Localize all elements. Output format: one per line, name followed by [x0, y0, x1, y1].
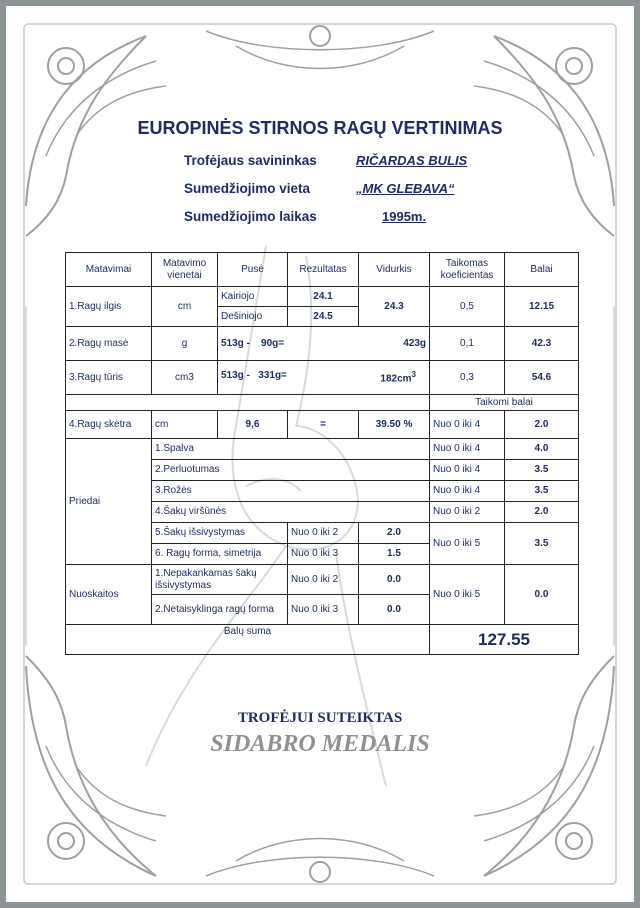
rozes-points: 3.5	[505, 481, 579, 502]
spalva-range: Nuo 0 iki 4	[430, 439, 505, 460]
nuoskaitos-item2-name: 2.Netaisyklinga ragų forma	[152, 595, 288, 625]
scoring-table	[65, 252, 579, 655]
sketra-unit: cm	[152, 411, 218, 439]
priedai-label: Priedai	[66, 439, 152, 565]
spalva-name: 1.Spalva	[152, 439, 430, 460]
perluotumas-range: Nuo 0 iki 4	[430, 460, 505, 481]
location-label: Sumedžiojimo vieta	[184, 181, 311, 196]
forma-range: Nuo 0 iki 3	[288, 544, 359, 565]
mase-name: 2.Ragų masė	[66, 327, 152, 361]
total-value: 127.55	[430, 625, 579, 655]
priedai-combined-points: 3.5	[505, 523, 579, 565]
mase-coef: 0,1	[430, 327, 505, 361]
mase-result: 423g	[403, 337, 426, 349]
ilgis-left-value: 24.1	[288, 287, 359, 307]
header-puse: Pusė	[218, 253, 288, 287]
rozes-range: Nuo 0 iki 4	[430, 481, 505, 502]
nuoskaitos-combined-points: 0.0	[505, 565, 579, 625]
taikomi-balai-label: Taikomi balai	[430, 395, 579, 411]
issivystymas-range: Nuo 0 iki 2	[288, 523, 359, 544]
owner-label: Trofėjaus savininkas	[184, 153, 317, 168]
nuoskaitos-combined-range: Nuo 0 iki 5	[430, 565, 505, 625]
location-value: „MK GLEBAVA“	[356, 181, 455, 196]
mase-unit: g	[152, 327, 218, 361]
virsunes-range: Nuo 0 iki 2	[430, 502, 505, 523]
ilgis-unit: cm	[152, 287, 218, 327]
owner-value: RIČARDAS BULIS	[356, 153, 468, 168]
header-balai: Balai	[505, 253, 579, 287]
date-value: 1995m.	[382, 209, 427, 224]
virsunes-points: 2.0	[505, 502, 579, 523]
priedai-combined-range: Nuo 0 iki 5	[430, 523, 505, 565]
ilgis-right-value: 24.5	[288, 307, 359, 327]
header-vienetai: Matavimo vienetai	[152, 253, 218, 287]
header-koef: Taikomas koeficientas	[430, 253, 505, 287]
nuoskaitos-item1-range: Nuo 0 iki 2	[288, 565, 359, 595]
nuoskaitos-item1-points: 0.0	[359, 565, 430, 595]
mase-points: 42.3	[505, 327, 579, 361]
perluotumas-name: 2.Perluotumas	[152, 460, 430, 481]
turis-name: 3.Ragų tūris	[66, 361, 152, 395]
forma-name: 6. Ragų forma, simetrija	[152, 544, 288, 565]
mase-formula: 513g - 90g= 423g	[218, 327, 430, 361]
total-label: Balų suma	[66, 625, 430, 655]
page-title: EUROPINĖS STIRNOS RAGŲ VERTINIMAS	[137, 118, 503, 138]
virsunes-name: 4.Šakų viršūnės	[152, 502, 430, 523]
header-rezultatas: Rezultatas	[288, 253, 359, 287]
sketra-value: 9,6	[218, 411, 288, 439]
sketra-eq: =	[288, 411, 359, 439]
ilgis-coef: 0,5	[430, 287, 505, 327]
perluotumas-points: 3.5	[505, 460, 579, 481]
nuoskaitos-label: Nuoskaitos	[66, 565, 152, 625]
rozes-name: 3.Rožės	[152, 481, 430, 502]
ilgis-left-label: Kairiojo	[218, 287, 288, 307]
turis-formula: 513g - 331g= $182cm^3$	[218, 361, 430, 395]
turis-coef: 0,3	[430, 361, 505, 395]
turis-result: $182cm^3$	[380, 370, 416, 385]
sketra-result: 39.50 %	[359, 411, 430, 439]
date-label: Sumedžiojimo laikas	[184, 209, 317, 224]
ilgis-avg: 24.3	[359, 287, 430, 327]
ilgis-name: 1.Ragų ilgis	[66, 287, 152, 327]
nuoskaitos-item1-name: 1.Nepakankamas šakų išsivystymas	[152, 565, 288, 595]
nuoskaitos-item2-range: Nuo 0 iki 3	[288, 595, 359, 625]
nuoskaitos-item2-points: 0.0	[359, 595, 430, 625]
issivystymas-points: 2.0	[359, 523, 430, 544]
award-line2: SIDABRO MEDALIS	[210, 731, 430, 757]
sketra-name: 4.Ragų skėtra	[66, 411, 152, 439]
turis-points: 54.6	[505, 361, 579, 395]
forma-points: 1.5	[359, 544, 430, 565]
award-line1: TROFĖJUI SUTEIKTAS	[237, 710, 403, 726]
spalva-points: 4.0	[505, 439, 579, 460]
header-matavimai: Matavimai	[66, 253, 152, 287]
ilgis-points: 12.15	[505, 287, 579, 327]
turis-unit: cm3	[152, 361, 218, 395]
issivystymas-name: 5.Šakų išsivystymas	[152, 523, 288, 544]
ilgis-right-label: Dešiniojo	[218, 307, 288, 327]
header-vidurkis: Vidurkis	[359, 253, 430, 287]
sketra-range: Nuo 0 iki 4	[430, 411, 505, 439]
sketra-points: 2.0	[505, 411, 579, 439]
